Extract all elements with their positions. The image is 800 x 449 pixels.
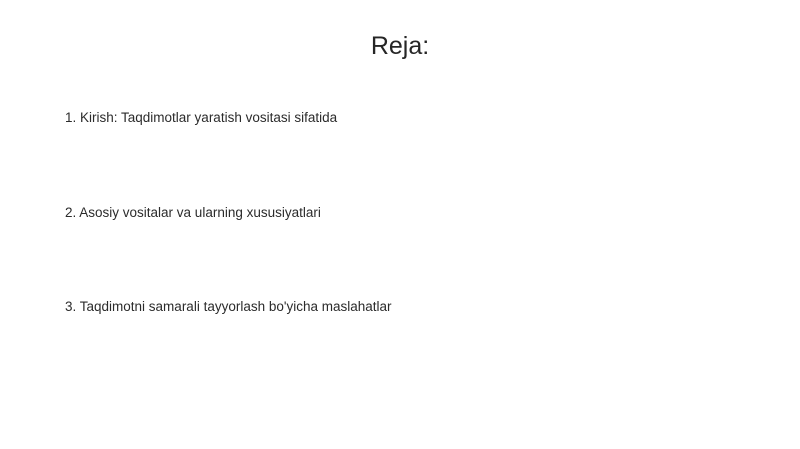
slide-title: Reja:: [370, 32, 430, 60]
agenda-item-main-tools: 2. Asosiy vositalar va ularning xususiyatlari: [65, 205, 321, 220]
agenda-item-tips: 3. Taqdimotni samarali tayyorlash bo'yicha maslahatlar: [65, 299, 392, 314]
agenda-item-introduction: 1. Kirish: Taqdimotlar yaratish vositasi sifatida: [65, 110, 338, 125]
